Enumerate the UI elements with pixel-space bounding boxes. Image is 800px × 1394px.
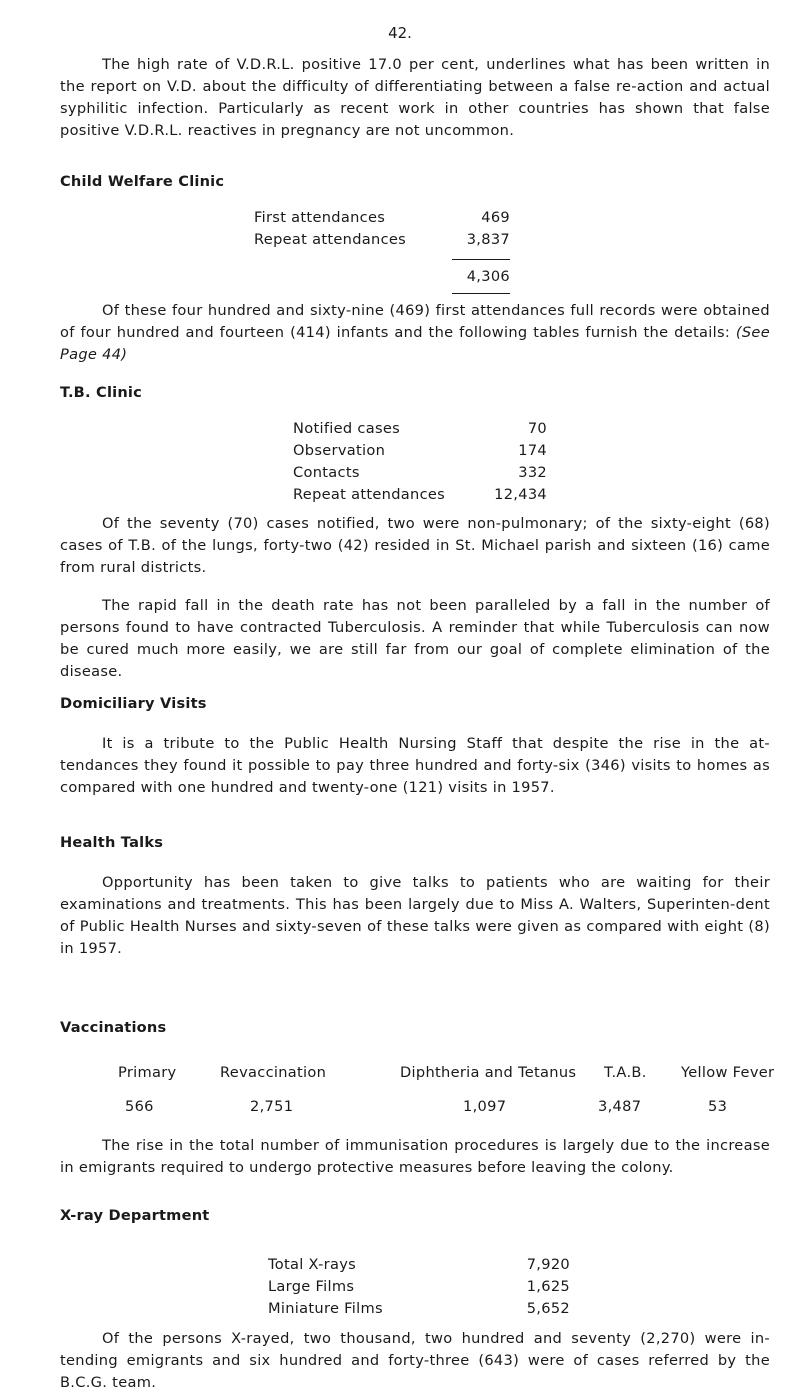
child-welfare-paragraph [60, 300, 770, 366]
row-value: 174 [518, 442, 547, 459]
health-talks-paragraph: Opportunity has been taken to give talks to patients who are waiting for their examinations and treatments. This has been largely due to Miss A. Walters, Superinten-dent of Public Health Nurses and sixty-seven of these talks were given as compared with eight (8) in 1957. [60, 874, 770, 957]
row-value: 5,652 [526, 1300, 570, 1317]
vacc-label-primary: Primary [118, 1064, 177, 1081]
vacc-value-tab: 3,487 [598, 1098, 642, 1115]
table-row [293, 440, 547, 462]
table-row [293, 418, 547, 440]
vaccinations-heading: Vaccinations [60, 1019, 167, 1036]
row-label: Large Films [268, 1278, 355, 1295]
row-label: Total X-rays [268, 1256, 357, 1273]
vaccinations-label-row [118, 1062, 775, 1084]
vaccinations-paragraph: The rise in the total number of immunisation procedures is largely due to the increase in emigrants required to undergo protective measures before leaving the colony. [60, 1137, 770, 1176]
row-label: Observation [293, 442, 386, 459]
paragraph-text: Of these four hundred and sixty-nine (469) first attendances full records were obtained of four hundred and fourteen (414) infants and the following tables furnish the details: [60, 302, 770, 341]
vacc-value-diphtheria: 1,097 [463, 1098, 507, 1115]
page-number: 42. [388, 24, 412, 42]
child-welfare-total: 4,306 [466, 268, 510, 285]
tb-clinic-heading: T.B. Clinic [60, 384, 142, 401]
row-value: 12,434 [494, 486, 547, 503]
row-value: 3,837 [466, 231, 510, 248]
page-reference: (See Page 44) [60, 324, 770, 363]
row-value: 70 [527, 420, 547, 437]
vacc-label-diphtheria: Diphtheria and Tetanus [400, 1064, 577, 1081]
child-welfare-heading: Child Welfare Clinic [60, 173, 225, 190]
table-row [293, 462, 547, 484]
row-label: Miniature Films [268, 1300, 383, 1317]
vacc-value-primary: 566 [125, 1098, 154, 1115]
vaccinations-table [118, 1062, 775, 1118]
vacc-label-revaccination: Revaccination [220, 1064, 327, 1081]
intro-paragraph: The high rate of V.D.R.L. positive 17.0 per cent, underlines what has been written in the report on V.D. about the difficulty of differentiating between a false re-action and actual syphilitic infection. Particularly as recent work in other countries has shown that false positive V.D.R.L. reactives in pregnancy are not uncommon. [60, 56, 770, 139]
health-talks-heading: Health Talks [60, 834, 164, 851]
row-value: 7,920 [526, 1256, 570, 1273]
table-row [268, 1276, 570, 1298]
xray-heading: X-ray Department [60, 1207, 210, 1224]
row-label: Notified cases [293, 420, 401, 437]
row-label: First attendances [254, 209, 386, 226]
table-row [268, 1298, 570, 1320]
row-value: 1,625 [526, 1278, 570, 1295]
total-rule-bottom [452, 293, 510, 294]
domiciliary-heading: Domiciliary Visits [60, 695, 207, 712]
row-value: 469 [481, 209, 510, 226]
table-row [268, 1254, 570, 1276]
tb-clinic-table [293, 418, 547, 506]
xray-table [268, 1254, 570, 1320]
table-row [293, 484, 547, 506]
tb-paragraph-1: Of the seventy (70) cases notified, two were non-pulmonary; of the sixty-eight (68) cases of T.B. of the lungs, forty-two (42) resided in St. Michael parish and sixteen (16) came from rural districts. [60, 515, 770, 576]
row-value: 332 [518, 464, 547, 481]
vacc-label-yellow-fever: Yellow Fever [681, 1064, 775, 1081]
child-welfare-table [254, 207, 510, 251]
total-rule [452, 259, 510, 260]
table-row [254, 207, 510, 229]
vacc-value-revaccination: 2,751 [250, 1098, 294, 1115]
domiciliary-paragraph: It is a tribute to the Public Health Nursing Staff that despite the rise in the at-tendances they found it possible to pay three hundred and forty-six (346) visits to homes as compared with one hundred and twenty-one (121) visits in 1957. [60, 735, 770, 796]
vacc-value-yellow-fever: 53 [708, 1098, 728, 1115]
xray-paragraph: Of the persons X-rayed, two thousand, two hundred and seventy (2,270) were in-tending emigrants and six hundred and forty-three (643) were of cases referred by the B.C.G. team. [60, 1330, 770, 1391]
row-label: Contacts [293, 464, 360, 481]
row-label: Repeat attendances [254, 231, 407, 248]
table-row [254, 229, 510, 251]
vaccinations-value-row [118, 1096, 738, 1118]
vacc-label-tab: T.A.B. [604, 1064, 647, 1081]
row-label: Repeat attendances [293, 486, 446, 503]
tb-paragraph-2: The rapid fall in the death rate has not been paralleled by a fall in the number of persons found to have contracted Tuberculosis. A reminder that while Tuberculosis can now be cured much more easily, we are still far from our goal of complete elimination of the disease. [60, 597, 770, 680]
